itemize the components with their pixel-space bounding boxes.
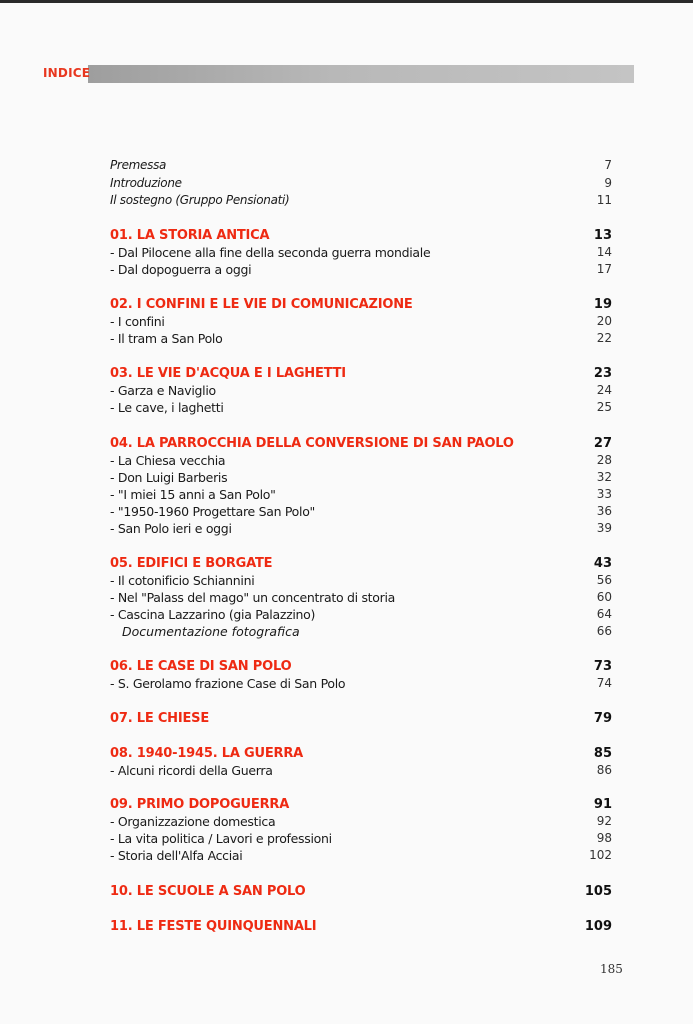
toc-entry-title: 02. I CONFINI E LE VIE DI COMUNICAZIONE [110,297,413,312]
toc-sub-entry [110,607,612,624]
toc-entry-title: - "1950-1960 Progettare San Polo" [110,504,315,519]
toc-entry-page: 14 [596,245,612,259]
toc-entry-title: - Organizzazione domestica [110,814,276,829]
toc-entry-title: Il sostegno (Gruppo Pensionati) [110,193,290,207]
toc-entry-title: - Dal Pilocene alla fine della seconda guerra mondiale [110,245,431,260]
toc-entry-page: 7 [604,158,612,172]
toc-entry-title: - La vita politica / Lavori e professioni [110,831,332,846]
toc-entry-page: 39 [596,521,612,535]
toc-sub-entry [110,521,612,538]
toc-entry-page: 11 [596,193,612,207]
toc-entry-page: 23 [593,366,612,381]
toc-entry-title: - Dal dopoguerra a oggi [110,262,252,277]
toc-chapter-entry [110,746,612,763]
toc-sub-entry [110,383,612,400]
toc-sub-entry [110,262,612,279]
toc-entry-title: 04. LA PARROCCHIA DELLA CONVERSIONE DI SAN PAOLO [110,436,514,451]
toc-entry-page: 102 [589,848,612,862]
toc-entry-title: - La Chiesa vecchia [110,453,226,468]
page-number: 185 [600,962,623,976]
toc-entry-page: 109 [584,919,612,934]
toc-entry-page: 98 [596,831,612,845]
toc-sub-entry [110,400,612,417]
toc-chapter-entry [110,659,612,676]
toc-entry-page: 56 [596,573,612,587]
toc-entry-title: - Il cotonificio Schiannini [110,573,255,588]
toc-entry-page: 74 [596,676,612,690]
toc-entry-page: 91 [593,797,612,812]
toc-chapter-entry [110,436,612,453]
toc-chapter-entry [110,556,612,573]
toc-entry-page: 17 [596,262,612,276]
toc-entry-page: 92 [596,814,612,828]
toc-sub-entry [110,331,612,348]
toc-entry-page: 66 [596,624,612,638]
toc-entry-title: Premessa [110,158,167,172]
toc-chapter-entry [110,711,612,728]
toc-entry-title: 05. EDIFICI E BORGATE [110,556,273,571]
toc-sub-entry [110,453,612,470]
toc-chapter-entry [110,797,612,814]
toc-entry-title: - Alcuni ricordi della Guerra [110,763,273,778]
toc-entry-page: 32 [596,470,612,484]
top-edge-line [0,0,693,3]
toc-entry-page: 60 [596,590,612,604]
toc-sub-entry [110,487,612,504]
toc-entry-title: - S. Gerolamo frazione Case di San Polo [110,676,346,691]
toc-entry-page: 85 [593,746,612,761]
toc-entry-page: 64 [596,607,612,621]
toc-intro-entry [110,158,612,175]
toc-entry-page: 9 [604,176,612,190]
toc-entry-title: 10. LE SCUOLE A SAN POLO [110,884,306,899]
toc-entry-title: 06. LE CASE DI SAN POLO [110,659,292,674]
toc-sub-entry [110,763,612,780]
toc-chapter-entry [110,228,612,245]
toc-entry-page: 25 [596,400,612,414]
toc-entry-title: - I confini [110,314,165,329]
toc-sub-entry [110,831,612,848]
toc-entry-page: 27 [593,436,612,451]
toc-sub-entry [110,504,612,521]
toc-entry-title: 07. LE CHIESE [110,711,210,726]
toc-entry-page: 79 [593,711,612,726]
toc-chapter-entry [110,884,612,901]
toc-entry-page: 86 [596,763,612,777]
index-heading: INDICE [43,66,91,80]
toc-entry-title: 03. LE VIE D'ACQUA E I LAGHETTI [110,366,346,381]
toc-entry-title: 11. LE FESTE QUINQUENNALI [110,919,317,934]
toc-sub-entry [110,848,612,865]
toc-entry-page: 73 [593,659,612,674]
toc-entry-page: 36 [596,504,612,518]
toc-entry-title: - Cascina Lazzarino (gia Palazzino) [110,607,316,622]
toc-entry-page: 19 [593,297,612,312]
toc-sub-entry [110,314,612,331]
header-bar [88,65,634,83]
toc-entry-page: 43 [593,556,612,571]
toc-entry-title: - Don Luigi Barberis [110,470,228,485]
toc-sub-entry [110,470,612,487]
toc-entry-title: - San Polo ieri e oggi [110,521,232,536]
toc-entry-title: - Il tram a San Polo [110,331,223,346]
toc-sub-entry [110,245,612,262]
toc-entry-page: 13 [593,228,612,243]
toc-entry-title: 08. 1940-1945. LA GUERRA [110,746,304,761]
toc-intro-entry [110,176,612,193]
toc-entry-title: 01. LA STORIA ANTICA [110,228,270,243]
toc-entry-page: 20 [596,314,612,328]
toc-entry-title: 09. PRIMO DOPOGUERRA [110,797,290,812]
toc-entry-page: 28 [596,453,612,467]
toc-sub-entry [110,573,612,590]
toc-chapter-entry [110,297,612,314]
toc-chapter-entry [110,366,612,383]
toc-entry-title: - Storia dell'Alfa Acciai [110,848,243,863]
toc-chapter-entry [110,919,612,936]
toc-sub-entry [110,624,612,641]
toc-entry-page: 24 [596,383,612,397]
toc-intro-entry [110,193,612,210]
toc-entry-title: - Nel "Palass del mago" un concentrato di storia [110,590,395,605]
toc-entry-title: Introduzione [110,176,182,190]
toc-entry-page: 33 [596,487,612,501]
toc-sub-entry [110,814,612,831]
toc-entry-page: 105 [584,884,612,899]
toc-sub-entry [110,590,612,607]
toc-entry-title: - Le cave, i laghetti [110,400,224,415]
toc-entry-title: Documentazione fotografica [122,624,300,639]
toc-entry-title: - Garza e Naviglio [110,383,216,398]
toc-entry-title: - "I miei 15 anni a San Polo" [110,487,276,502]
toc-sub-entry [110,676,612,693]
toc-entry-page: 22 [596,331,612,345]
